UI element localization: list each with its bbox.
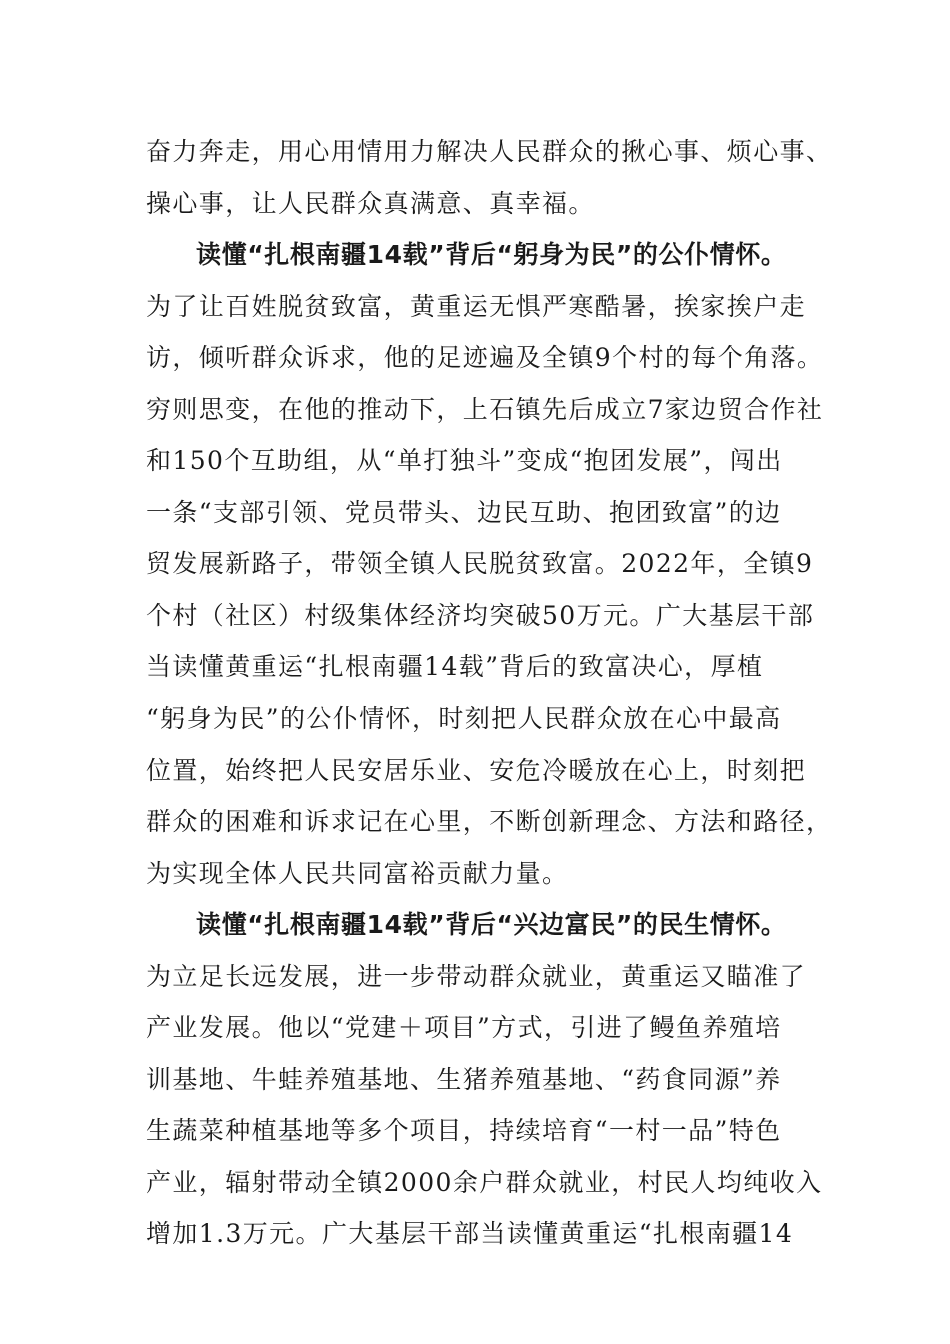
document-body <box>146 126 833 1260</box>
body-text-line: 一条“支部引领、党员带头、边民互助、抱团致富”的边 <box>146 497 782 527</box>
body-text-line: 为实现全体人民共同富裕贡献力量。 <box>146 858 569 888</box>
body-text-line: 和150个互助组，从“单打独斗”变成“抱团发展”，闯出 <box>146 446 783 476</box>
body-text-line: 穷则思变，在他的推动下，上石镇先后成立7家边贸合作社 <box>146 394 824 424</box>
body-text-line: 当读懂黄重运“扎根南疆14载”背后的致富决心，厚植 <box>146 652 764 682</box>
body-text-line: 为立足长远发展，进一步带动群众就业，黄重运又瞄准了 <box>146 961 807 991</box>
section-heading: 读懂“扎根南疆14载”背后“兴边富民”的民生情怀。 <box>196 910 787 940</box>
body-text-line: 群众的困难和诉求记在心里，不断创新理念、方法和路径， <box>146 807 833 837</box>
body-text-line: 产业，辐射带动全镇2000余户群众就业，村民人均纯收入 <box>146 1167 823 1197</box>
body-text-line: 为了让百姓脱贫致富，黄重运无惧严寒酷暑，挨家挨户走 <box>146 291 807 321</box>
body-text-line: 操心事，让人民群众真满意、真幸福。 <box>146 188 595 218</box>
body-text-line: 位置，始终把人民安居乐业、安危冷暖放在心上，时刻把 <box>146 755 807 785</box>
body-text-line: 访，倾听群众诉求，他的足迹遍及全镇9个村的每个角落。 <box>146 343 824 373</box>
section-heading: 读懂“扎根南疆14载”背后“躬身为民”的公仆情怀。 <box>196 240 787 270</box>
body-text-line: 产业发展。他以“党建＋项目”方式，引进了鳗鱼养殖培 <box>146 1013 782 1043</box>
body-text-line: 个村（社区）村级集体经济均突破50万元。广大基层干部 <box>146 600 815 630</box>
body-text-line: 生蔬菜种植基地等多个项目，持续培育“一村一品”特色 <box>146 1116 782 1146</box>
body-text-line: 贸发展新路子，带领全镇人民脱贫致富。2022年，全镇9 <box>146 549 814 579</box>
body-text-line: “躬身为民”的公仆情怀，时刻把人民群众放在心中最高 <box>146 704 782 734</box>
body-text-line: 增加1.3万元。广大基层干部当读懂黄重运“扎根南疆14 <box>146 1219 794 1249</box>
body-text-line: 奋力奔走，用心用情用力解决人民群众的揪心事、烦心事、 <box>146 137 833 166</box>
body-text-line: 训基地、牛蛙养殖基地、生猪养殖基地、“药食同源”养 <box>146 1064 782 1094</box>
